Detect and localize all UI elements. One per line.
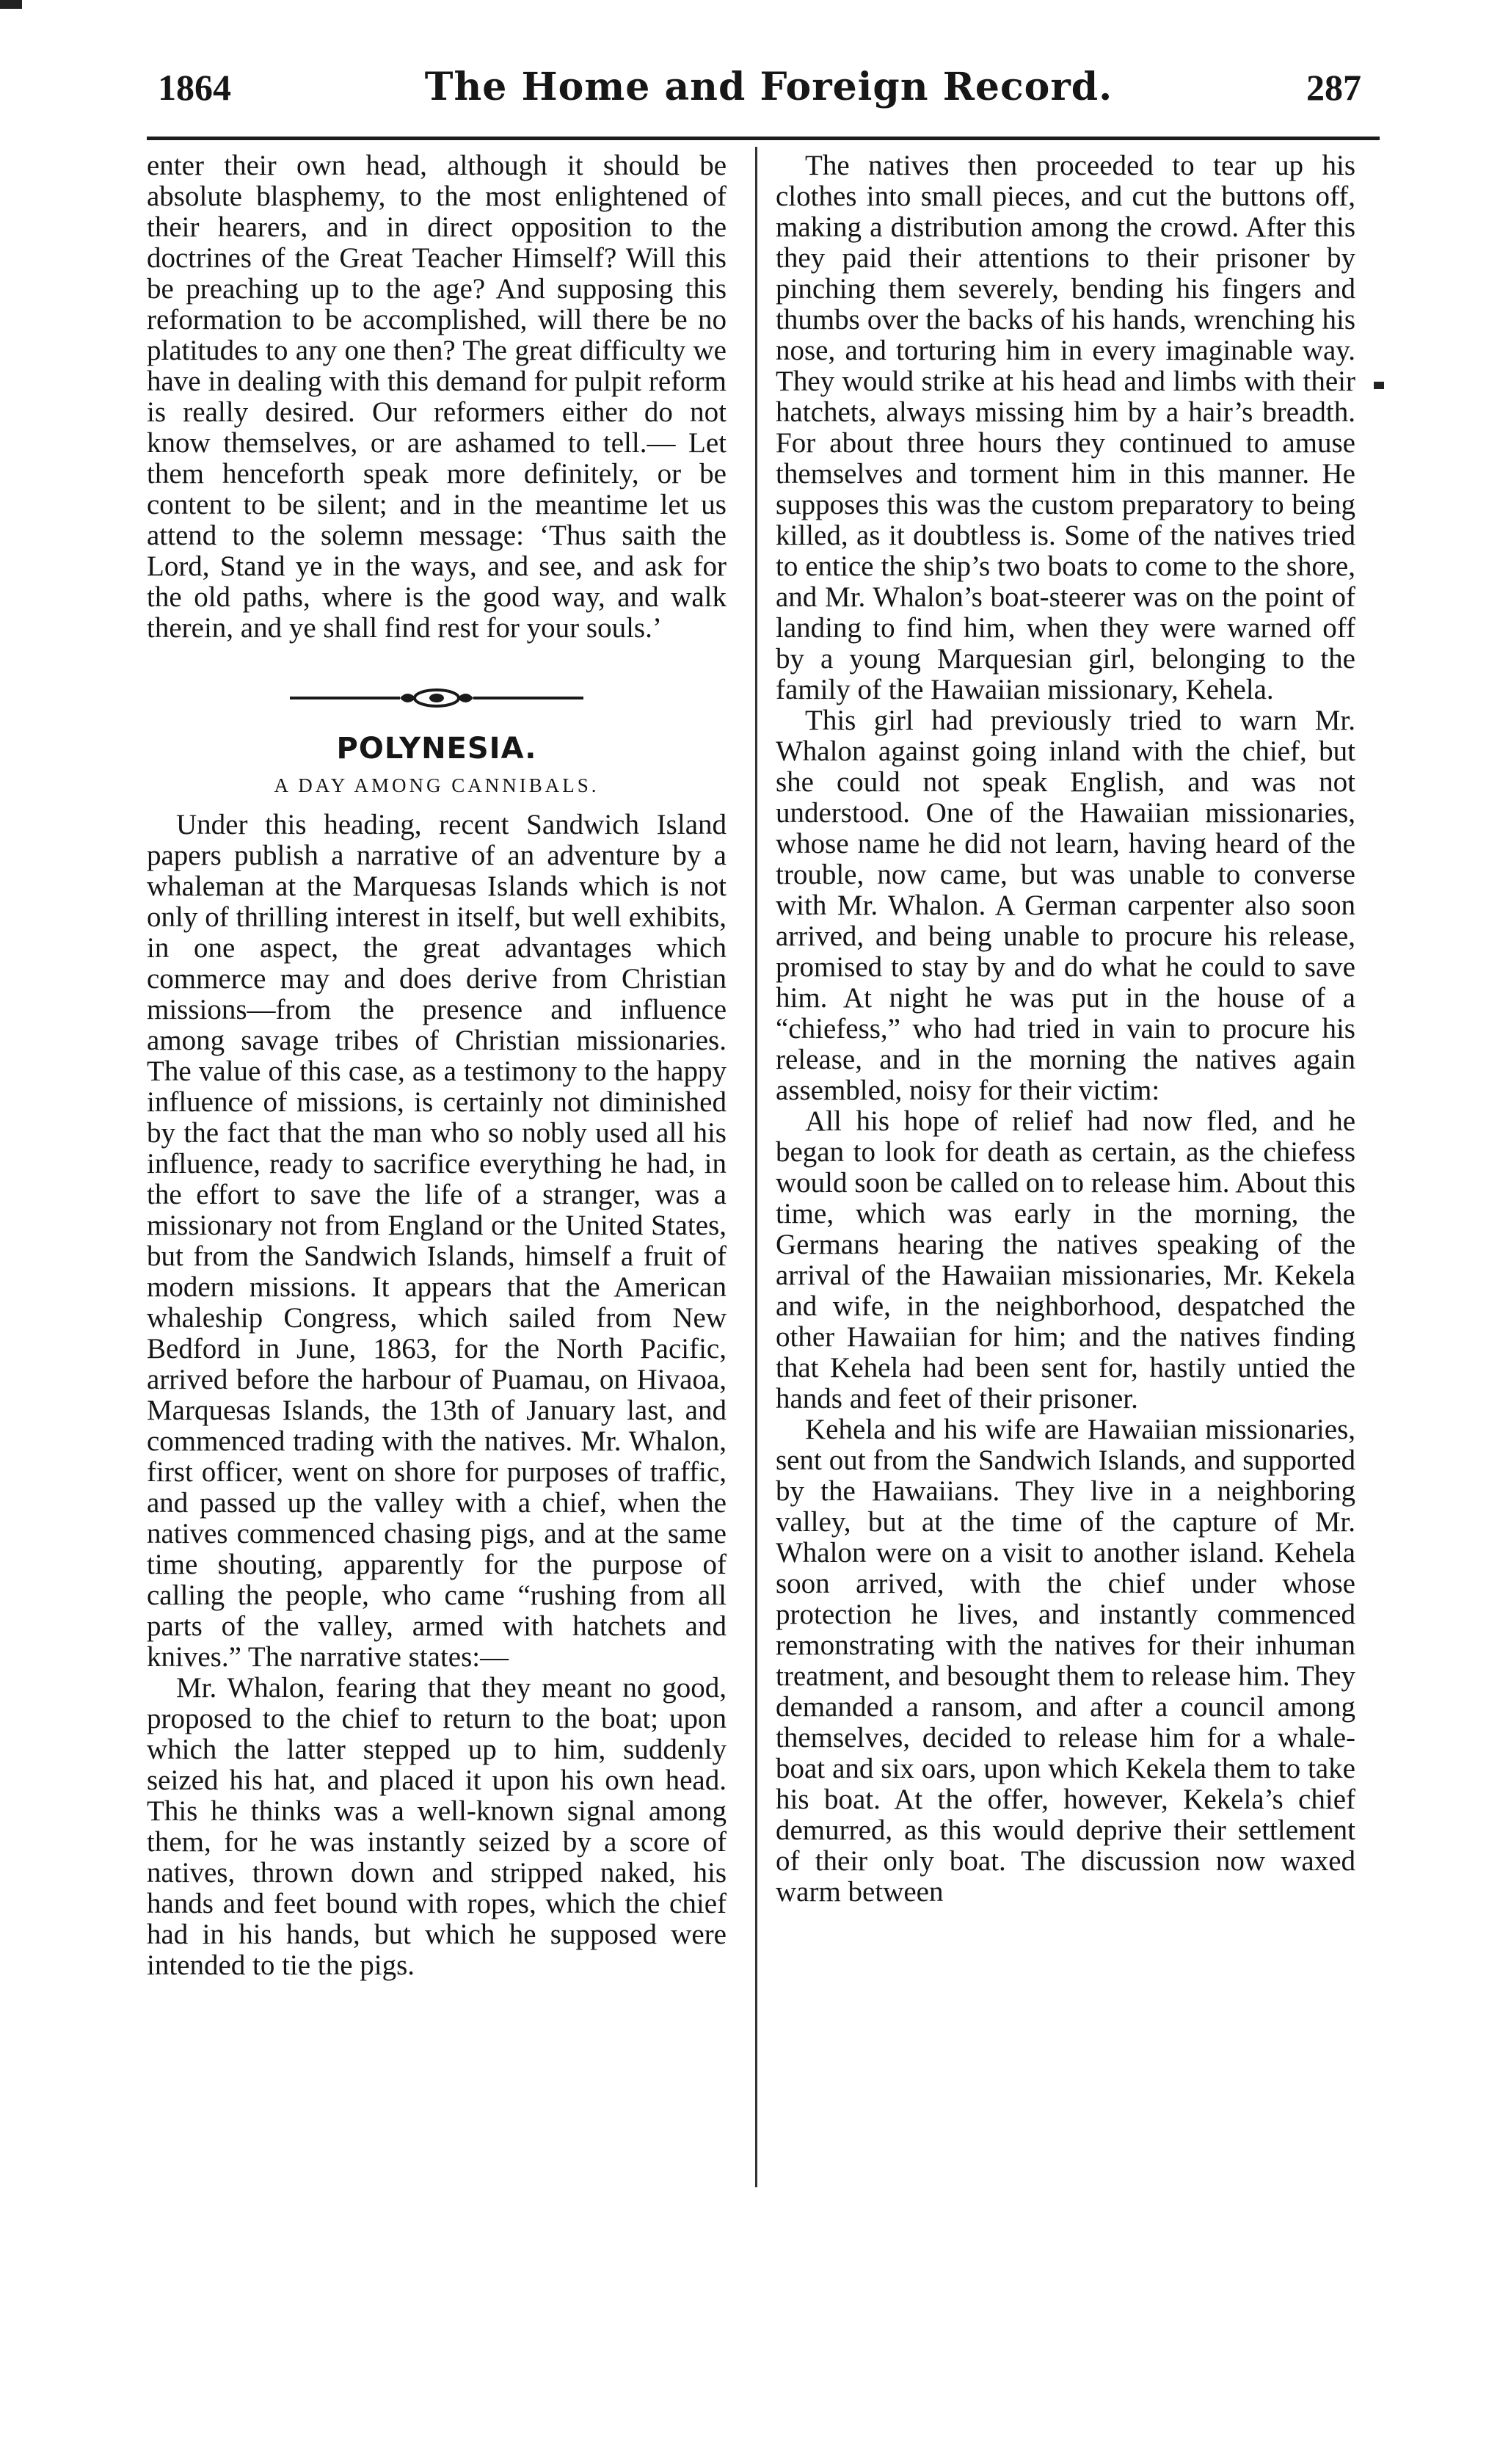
right-column (776, 150, 1355, 1908)
article-paragraph: Under this heading, recent Sandwich Island papers publish a narrative of an adventure by a whaleman at the Marquesas Islands which is not only of thrilling interest in itself, but well exhibits, in one aspect, the great advantages which commerce may and does derive from Christian missions—from the presence and influence among savage tribes of Christian missionaries. The value of this case, as a testimony to the happy influence of missions, is certainly not diminished by the fact that the man who so nobly used all his influence, ready to sacrifice everything he had, in the effort to save the life of a stranger, was a missionary not from England or the United States, but from the Sandwich Islands, himself a fruit of modern missions. It appears that the American whaleship Congress, which sailed from New Bedford in June, 1863, for the North Pacific, arrived before the harbour of Puamau, on Hivaoa, Marquesas Islands, the 13th of January last, and commenced trading with the natives. Mr. Whalon, first officer, went on shore for purposes of traffic, and passed up the valley with a chief, when the natives commenced chasing pigs, and at the same time shouting, apparently for the purpose of calling the people, who came “rushing from all parts of the valley, armed with hatchets and knives.” The narrative states:— (147, 809, 727, 1673)
column-divider (755, 147, 757, 2187)
continued-paragraph: enter their own head, although it should be absolute blasphemy, to the most enlightened of their hearers, and in direct opposition to the doctrines of the Great Teacher Himself? Will this be preaching up to the age? And supposing this reformation to be accomplished, will there be no platitudes to any one then? The great difficulty we have in dealing with this demand for pulpit reform is really desired. Our reformers either do not know themselves, or are ashamed to tell.— Let them henceforth speak more definitely, or be content to be silent; and in the meantime let us attend to the solemn message: ‘Thus saith the Lord, Stand ye in the ways, and see, and ask for the old paths, where is the good way, and walk therein, and ye shall find rest for your souls.’ (147, 150, 727, 644)
left-column (147, 150, 727, 1981)
section-ornament (147, 685, 727, 707)
article-paragraph: All his hope of relief had now fled, and he began to look for death as certain, as the chiefess would soon be called on to release him. About this time, which was early in the morning, the Germans hearing the natives speaking of the arrival of the Hawaiian missionaries, Mr. Kekela and wife, in the neighborhood, despatched the other Hawaiian for him; and the natives finding that Kehela had been sent for, hastily untied the hands and feet of their prisoner. (776, 1105, 1355, 1414)
scan-corner-mark (0, 0, 22, 9)
ornament-flourish (290, 687, 583, 709)
header-rule (147, 137, 1380, 140)
section-subtitle: A DAY AMONG CANNIBALS. (274, 774, 600, 796)
running-header (158, 65, 1361, 131)
header-journal-title: The Home and Foreign Record. (424, 65, 1113, 109)
header-page-number: 287 (1306, 67, 1361, 108)
header-year: 1864 (158, 67, 231, 108)
article-paragraph: Mr. Whalon, fearing that they meant no good, proposed to the chief to return to the boat; upon which the latter stepped up to him, suddenly seized his hat, and placed it upon his own head. This he thinks was a well-known signal among them, for he was instantly seized by a score of natives, thrown down and stripped naked, his hands and feet bound with ropes, which the chief had in his hands, but which he supposed were intended to tie the pigs. (147, 1672, 727, 1981)
section-title: POLYNESIA. (336, 732, 537, 766)
article-paragraph: The natives then proceeded to tear up his clothes into small pieces, and cut the buttons off, making a distribution among the crowd. After this they paid their attentions to their prisoner by pinching them severely, bending his fingers and thumbs over the backs of his hands, wrenching his nose, and torturing him in every imaginable way. They would strike at his head and limbs with their hatchets, always missing him by a hair’s breadth. For about three hours they continued to amuse themselves and torment him in this manner. He supposes this was the custom preparatory to being killed, as it doubtless is. Some of the natives tried to entice the ship’s two boats to come to the shore, and Mr. Whalon’s boat-steerer was on the point of landing to find him, when they were warned off by a young Marquesian girl, belonging to the family of the Hawaiian missionary, Kehela. (776, 150, 1355, 705)
margin-mark (1374, 382, 1384, 389)
article-paragraph: This girl had previously tried to warn Mr. Whalon against going inland with the chief, but she could not speak English, and was not understood. One of the Hawaiian missionaries, whose name he did not learn, having heard of the trouble, now came, but was unable to converse with Mr. Whalon. A German carpenter also soon arrived, and being unable to procure his release, promised to stay by and do what he could to save him. At night he was put in the house of a “chiefess,” who had tried in vain to procure his release, and in the morning the natives again assembled, noisy for their victim: (776, 705, 1355, 1106)
article-paragraph: Kehela and his wife are Hawaiian missionaries, sent out from the Sandwich Islands, and supported by the Hawaiians. They live in a neighboring valley, but at the time of the capture of Mr. Whalon were on a visit to another island. Kehela soon arrived, with the chief under whose protection he lives, and instantly commenced remonstrating with the natives for their inhuman treatment, and besought them to release him. They demanded a ransom, and after a council among themselves, decided to release him for a whale-boat and six oars, upon which Kekela them to take his boat. At the offer, however, Kekela’s chief demurred, as this would deprive their settlement of their only boat. The discussion now waxed warm between (776, 1414, 1355, 1908)
